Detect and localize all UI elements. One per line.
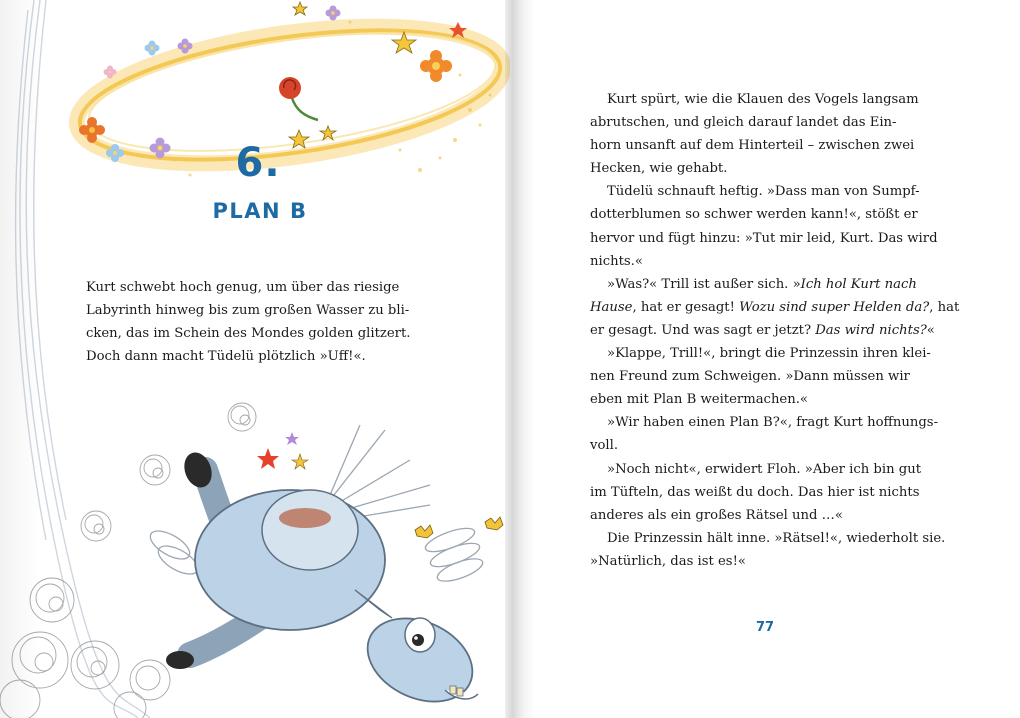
text-line: nen Freund zum Schweigen. »Dann müssen wir [590, 369, 910, 385]
text-line: »Klappe, Trill!«, bringt die Prinzessin ihren klei- [607, 346, 931, 362]
text-run: , hat [929, 299, 960, 315]
text-line: nichts.« [590, 253, 643, 269]
text-line: »Noch nicht«, erwidert Floh. »Aber ich bin gut [607, 461, 922, 477]
page-number: 77 [755, 620, 775, 635]
left-paragraph [86, 276, 456, 368]
text-run: »Was?« Trill ist außer sich. » [607, 276, 801, 292]
text-run: « [926, 322, 935, 338]
text-line: hervor und fügt hinzu: »Tut mir leid, Kurt. Das wird [590, 230, 938, 246]
text-line: dotterblumen so schwer werden kann!«, stößt er [590, 207, 918, 223]
unicorn-illustration [146, 425, 503, 718]
text-line [590, 273, 960, 296]
text-line: eben mit Plan B weitermachen.« [590, 392, 808, 408]
text-line: Kurt schwebt hoch genug, um über das riesige [86, 280, 400, 295]
chapter-number: 6. [235, 140, 281, 186]
text-line: Labyrinth hinweg bis zum großen Wasser zu bli- [86, 303, 410, 318]
text-line: cken, das im Schein des Mondes golden glitzert. [86, 326, 411, 341]
flower-icon [326, 6, 341, 21]
text-line: anderes als ein großes Rätsel und …« [590, 507, 843, 523]
flower-icon [145, 41, 160, 56]
italic-run: Wozu sind super Helden da? [739, 299, 930, 315]
text-line: abrutschen, und gleich darauf landet das Ein- [590, 115, 897, 131]
text-line: »Natürlich, das ist es!« [590, 553, 746, 569]
chapter-title: PLAN B [212, 199, 308, 223]
right-page [510, 0, 1020, 718]
italic-run: Hause [590, 299, 633, 315]
rose-icon [279, 77, 318, 120]
text-line: Doch dann macht Tüdelü plötzlich »Uff!«. [86, 349, 366, 364]
right-page-text [590, 88, 960, 573]
text-line: Tüdelü schnauft heftig. »Dass man von Sumpf- [607, 184, 920, 200]
text-line: im Tüfteln, das weißt du doch. Das hier ist nichts [590, 484, 920, 500]
flower-icon [420, 50, 452, 82]
text-line: Kurt spürt, wie die Klauen des Vogels langsam [607, 92, 919, 107]
italic-run: Das wird nichts? [815, 322, 927, 338]
italic-run: Ich hol Kurt nach [800, 276, 917, 292]
text-line: Die Prinzessin hält inne. »Rätsel!«, wiederholt sie. [607, 530, 946, 546]
text-run: er gesagt. Und was sagt er jetzt? [590, 322, 816, 338]
text-line: »Wir haben einen Plan B?«, fragt Kurt hoffnungs- [607, 415, 939, 431]
text-line: voll. [590, 438, 619, 454]
text-run: , hat er gesagt! [632, 299, 740, 315]
text-line [590, 319, 960, 342]
text-line: Hecken, wie gehabt. [590, 161, 728, 177]
text-line: horn unsanft auf dem Hinterteil – zwischen zwei [590, 138, 915, 154]
text-line [590, 296, 960, 319]
